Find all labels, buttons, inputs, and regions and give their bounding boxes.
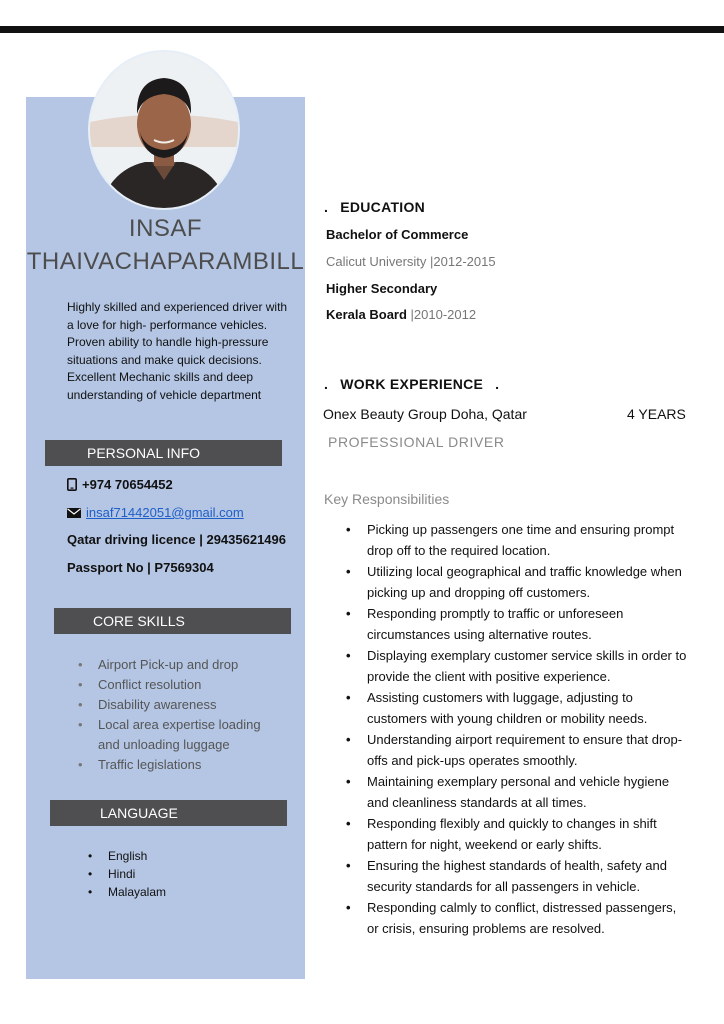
driving-licence: Qatar driving licence | 29435621496 <box>67 532 286 547</box>
top-rule <box>0 26 724 33</box>
work-duration: 4 YEARS <box>627 406 686 422</box>
work-heading: WORK EXPERIENCE <box>340 376 484 392</box>
skill-item: • Conflict resolution <box>78 675 278 695</box>
skill-item: • Airport Pick-up and drop <box>78 655 278 675</box>
responsibility-item: • Understanding airport requirement to ensure that drop-offs and pick-ups operates smoothly. <box>346 729 691 771</box>
name-first: INSAF <box>128 215 203 242</box>
phone-icon <box>67 478 77 494</box>
core-skills-heading: CORE SKILLS <box>93 613 185 629</box>
core-skills-list <box>78 655 278 775</box>
skill-item: • Disability awareness <box>78 695 278 715</box>
email-link[interactable]: insaf71442051@gmail.com <box>86 505 244 520</box>
degree-title: Bachelor of Commerce <box>326 227 469 242</box>
education-section-title <box>324 199 425 215</box>
phone-row <box>67 477 173 494</box>
responsibility-item: • Ensuring the highest standards of health, safety and security standards for all passengers in vehicle. <box>346 855 691 897</box>
secondary-years: |2010-2012 <box>406 307 477 322</box>
responsibility-item: • Utilizing local geographical and traffic knowledge when picking up and dropping off customers. <box>346 561 691 603</box>
education-heading: EDUCATION <box>340 199 426 215</box>
language-heading: LANGUAGE <box>100 805 178 821</box>
responsibility-item: • Responding flexibly and quickly to changes in shift pattern for night, weekend or early shifts. <box>346 813 691 855</box>
responsibility-item: • Maintaining exemplary personal and vehicle hygiene and cleanliness standards at all times. <box>346 771 691 813</box>
core-skills-header <box>54 608 291 634</box>
key-responsibilities-heading: Key Responsibilities <box>324 491 450 507</box>
personal-info-heading: PERSONAL INFO <box>87 445 201 461</box>
language-item: • English <box>88 847 166 865</box>
work-section-title <box>324 376 499 392</box>
language-header <box>50 800 287 826</box>
name-last: THAIVACHAPARAMBILL <box>26 248 305 275</box>
language-item: • Malayalam <box>88 883 166 901</box>
job-role: PROFESSIONAL DRIVER <box>328 434 505 450</box>
responsibility-item: • Displaying exemplary customer service skills in order to provide the client with positive experience. <box>346 645 691 687</box>
envelope-icon <box>67 506 81 521</box>
company-name: Onex Beauty Group Doha, Qatar <box>323 406 527 422</box>
responsibility-item: • Responding promptly to traffic or unforeseen circumstances using alternative routes. <box>346 603 691 645</box>
responsibility-item: • Assisting customers with luggage, adjusting to customers with young children or mobility needs. <box>346 687 691 729</box>
passport-number: Passport No | P7569304 <box>67 560 214 575</box>
language-list <box>88 847 166 901</box>
secondary-board-row <box>326 307 476 322</box>
secondary-board: Kerala Board <box>326 307 407 322</box>
email-row <box>67 505 244 521</box>
bullet-icon: . <box>324 376 329 392</box>
skill-item: • Local area expertise loading and unloading luggage <box>78 715 278 755</box>
secondary-title: Higher Secondary <box>326 281 438 296</box>
responsibility-item: • Responding calmly to conflict, distressed passengers, or crisis, ensuring problems are resolved. <box>346 897 691 939</box>
degree-school: Calicut University |2012-2015 <box>326 254 496 269</box>
personal-info-header <box>45 440 282 466</box>
profile-photo <box>88 50 240 210</box>
profile-photo-illustration <box>90 52 238 208</box>
responsibilities-list <box>346 519 691 939</box>
phone-number: +974 70654452 <box>82 477 173 492</box>
bullet-icon: . <box>324 199 329 215</box>
profile-summary: Highly skilled and experienced driver with a love for high- performance vehicles. Proven ability to handle high-pressure situations and make quick decisions. Excellent Mechanic skills and deep understanding of vehicle department <box>67 300 288 402</box>
skill-item: • Traffic legislations <box>78 755 278 775</box>
responsibility-item: • Picking up passengers one time and ensuring prompt drop off to the required location. <box>346 519 691 561</box>
bullet-icon: . <box>495 376 500 392</box>
language-item: • Hindi <box>88 865 166 883</box>
